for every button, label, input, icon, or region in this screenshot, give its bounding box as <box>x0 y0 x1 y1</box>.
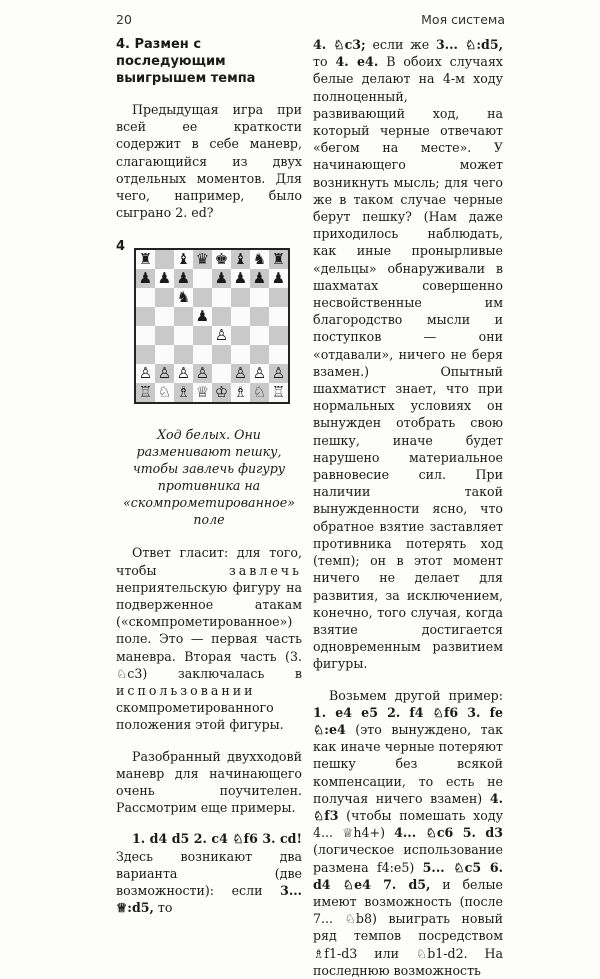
text-run: Возьмем другой пример: <box>329 687 503 703</box>
board-square <box>269 288 288 307</box>
chess-piece-square: ♚ <box>212 250 231 269</box>
diagram-number: 4 <box>116 239 126 255</box>
text-run: если же <box>372 37 430 52</box>
chess-piece-square: ♙ <box>136 364 155 383</box>
chess-piece-square: ♖ <box>269 383 288 402</box>
move-sequence: 1. e4 e5 2. f4 ♘f6 3. fe ♘:e4 <box>313 704 503 737</box>
board-square <box>193 345 212 364</box>
text-run: (чтобы помешать ходу 4... ♕h4+) <box>313 807 503 841</box>
board-square <box>174 345 193 364</box>
board-square <box>136 326 155 345</box>
paragraph-maneuver: Разобранный двухходовй маневр для начинающего очень поучителен. Рассмотрим еще примеры. <box>116 748 302 816</box>
board-square <box>136 288 155 307</box>
board-square <box>212 364 231 383</box>
board-square <box>136 307 155 326</box>
chess-piece-square: ♙ <box>212 326 231 345</box>
board-square <box>269 307 288 326</box>
board-square <box>155 345 174 364</box>
text-run: (это вынуждено, так как иначе черные потеряют пешку без всякой компенсации, то есть не получая ничего взамен) <box>313 721 503 806</box>
paragraph-example <box>116 830 302 916</box>
move-sequence: 4... ♘c6 5. d3 <box>394 825 503 841</box>
chess-piece-square: ♝ <box>231 250 250 269</box>
board-square <box>155 326 174 345</box>
chess-piece-square: ♟ <box>212 269 231 288</box>
chess-piece-square: ♜ <box>136 250 155 269</box>
chess-diagram <box>134 248 290 404</box>
board-square <box>155 250 174 269</box>
board-square <box>193 269 212 288</box>
move-sequence: 4. ♘f3 <box>313 790 503 823</box>
text-run: то <box>157 900 173 916</box>
move-sequence: 5... ♘c5 6. d4 ♘e4 7. d5, <box>313 859 503 892</box>
text-run: и белые имеют возможность (после 7... ♘b8) выиграть новый ряд темпов посредством ♗f1-d3 или ♘b1-d2. На последнюю возможность <box>313 876 503 978</box>
chess-piece-square: ♙ <box>193 364 212 383</box>
paragraph-continuation <box>313 36 503 673</box>
chess-piece-square: ♟ <box>155 269 174 288</box>
chess-piece-square: ♙ <box>231 364 250 383</box>
board-square <box>212 345 231 364</box>
board-square <box>231 345 250 364</box>
board-square <box>174 307 193 326</box>
board-square <box>250 345 269 364</box>
chess-piece-square: ♙ <box>269 364 288 383</box>
board-square <box>250 307 269 326</box>
move-sequence: 3... ♕:d5, <box>116 883 302 916</box>
chess-piece-square: ♞ <box>250 250 269 269</box>
text-run: скомпрометированного положения этой фигуры. <box>116 700 284 733</box>
chess-piece-square: ♗ <box>231 383 250 402</box>
text-run: (логическое использование размена f4:e5) <box>313 842 503 875</box>
board-square <box>231 307 250 326</box>
spaced-text: использовании <box>116 683 256 699</box>
chess-piece-square: ♟ <box>174 269 193 288</box>
chess-piece-square: ♔ <box>212 383 231 402</box>
board-square <box>250 288 269 307</box>
text-run: Ответ гласит: для того, чтобы <box>116 545 302 578</box>
chess-piece-square: ♟ <box>193 307 212 326</box>
move-sequence: 3... ♘:d5, <box>436 37 503 52</box>
chess-piece-square: ♟ <box>231 269 250 288</box>
chess-piece-square: ♙ <box>250 364 269 383</box>
chess-piece-square: ♞ <box>174 288 193 307</box>
board-square <box>193 288 212 307</box>
paragraph-second-example <box>313 687 503 979</box>
board-square <box>231 326 250 345</box>
diagram-caption: Ход белых. Они разменивают пешку, чтобы завлечь фигуру противника на «скомпрометированное» поле <box>123 427 295 528</box>
chess-piece-square: ♟ <box>250 269 269 288</box>
board-square <box>212 288 231 307</box>
chess-piece-square: ♙ <box>174 364 193 383</box>
chess-piece-square: ♜ <box>269 250 288 269</box>
section-title: 4. Размен с последующим выигрышем темпа <box>116 37 256 86</box>
board-square <box>250 326 269 345</box>
chess-piece-square: ♟ <box>269 269 288 288</box>
board-square <box>212 307 231 326</box>
board-square <box>269 326 288 345</box>
board-square <box>155 288 174 307</box>
chess-piece-square: ♘ <box>155 383 174 402</box>
running-title: Моя система <box>421 12 505 27</box>
chess-piece-square: ♙ <box>155 364 174 383</box>
chess-piece-square: ♗ <box>174 383 193 402</box>
spaced-text: завлечь <box>228 562 302 578</box>
chess-piece-square: ♝ <box>174 250 193 269</box>
board-square <box>231 288 250 307</box>
board-square <box>269 345 288 364</box>
chess-piece-square: ♛ <box>193 250 212 269</box>
text-run: Здесь возникают два варианта (две возможности): если <box>116 848 302 899</box>
text-run: неприятельскую фигуру на подверженное атакам («скомпрометированное») поле. Это — первая часть маневра. Вторая часть (3. ♘c3) заключалась в <box>116 579 302 681</box>
board-square <box>155 307 174 326</box>
move-sequence: 4. e4. <box>335 54 379 70</box>
board-square <box>174 326 193 345</box>
chess-piece-square: ♖ <box>136 383 155 402</box>
page-number: 20 <box>116 12 132 27</box>
board-square <box>193 326 212 345</box>
move-sequence: 4. ♘c3; <box>313 37 366 52</box>
chess-piece-square: ♕ <box>193 383 212 402</box>
text-run: то <box>313 54 328 70</box>
board-square <box>136 345 155 364</box>
chess-piece-square: ♘ <box>250 383 269 402</box>
right-column <box>313 36 503 979</box>
chess-piece-square: ♟ <box>136 269 155 288</box>
move-sequence: 1. d4 d5 2. c4 ♘f6 3. cd! <box>132 831 302 847</box>
text-run: В обоих случаях белые делают на 4-м ходу полноценный, развивающий ход, на который черные отвечают «бегом на месте». У начинающего может возникнуть мысль; для чего же в таком случае черные берут пешку? (Нам даже приходилось наблюдать, как иные пронырливые «дельцы» обнаруживали в шахматах совершенно несвойственные им благородство мысли и поступков — они «отдавали», ничего не беря взамен.) Опытный шахматист знает, что при нормальных условиях он вынужден отобрать свою пешку, иначе будет нарушено материальное равновесие сил. При наличии такой вынужденности ясно, что обратное взятие заставляет противника потерять ход (темп); он в этот момент ничего не делает для развития, за исключением, конечно, того случая, когда взятие достигается одновременным развитием фигуры. <box>313 54 503 672</box>
paragraph-answer <box>116 544 302 733</box>
paragraph-intro: Предыдущая игра при всей ее краткости содержит в себе маневр, слагающийся из двух отдельных моментов. Для чего, например, было сыграно 2. ed? <box>116 102 302 221</box>
left-column <box>116 36 302 916</box>
